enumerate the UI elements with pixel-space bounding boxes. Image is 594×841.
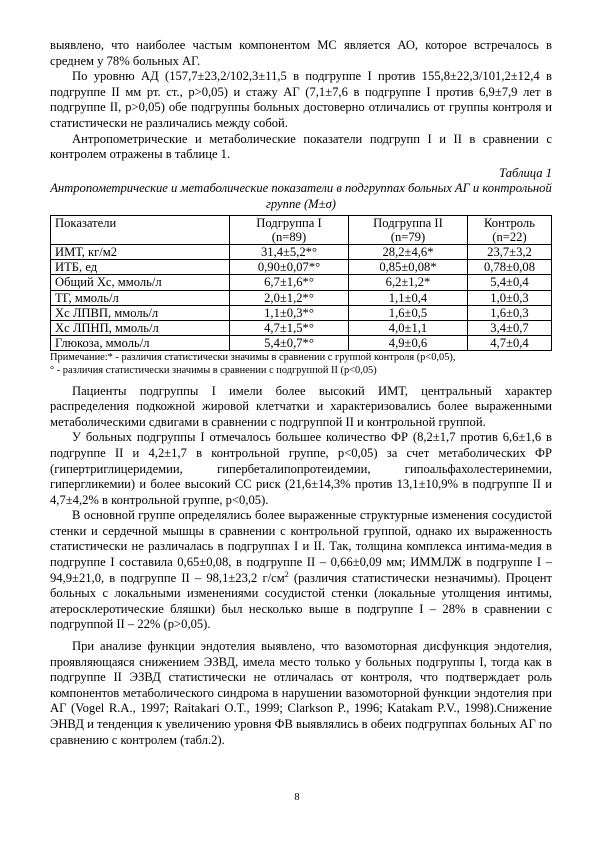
table-row <box>51 290 552 305</box>
header-cell: Подгруппа II (n=79) <box>349 215 468 244</box>
header-cell: Подгруппа I (n=89) <box>230 215 349 244</box>
table-cell: Глюкоза, ммоль/л <box>51 336 230 351</box>
table-row <box>51 320 552 335</box>
table-cell: 6,2±1,2* <box>349 275 468 290</box>
table-row <box>51 275 552 290</box>
table-row <box>51 305 552 320</box>
table-cell: 1,6±0,3 <box>468 305 552 320</box>
table-cell: Хс ЛПВП, ммоль/л <box>51 305 230 320</box>
paragraph-2: По уровню АД (157,7±23,2/102,3±11,5 в подгруппе I против 155,8±22,3/101,2±12,4 в подгруппе II мм рт. ст., p>0,05) и стажу АГ (7,1±7,6 в подгруппе I против 6,9±7,9 лет в подгруппе II, p>0,05) обе подгруппы больных достоверно отличались от группы контроля и статистически не различались между собой. <box>50 69 552 130</box>
table-row <box>51 336 552 351</box>
table-row <box>51 244 552 259</box>
table-cell: 1,0±0,3 <box>468 290 552 305</box>
table-cell: 5,4±0,7*° <box>230 336 349 351</box>
table-cell: Хс ЛПНП, ммоль/л <box>51 320 230 335</box>
header-cell: Контроль (n=22) <box>468 215 552 244</box>
page-content <box>50 38 552 748</box>
paragraph-6 <box>50 508 552 633</box>
table-cell: 31,4±5,2*° <box>230 244 349 259</box>
table-cell: Общий Хс, ммоль/л <box>51 275 230 290</box>
table-cell: 1,1±0,3*° <box>230 305 349 320</box>
table-cell: 2,0±1,2*° <box>230 290 349 305</box>
paragraph-6-part-2: (различия статистически незначимы). Процент больных с локальными изменениями сосудистой стенки (локальные утолщения интимы, атеросклеротические бляшки) был несколько выше в подгруппе I – 28% в сравнении с подгруппой II – 22% (p>0,05). <box>50 570 553 632</box>
superscript: 2 <box>284 569 289 579</box>
header-cell: Показатели <box>51 215 230 244</box>
table-caption: Антропометрические и метаболические показатели в подгруппах больных АГ и контрольной группе (M±σ) <box>50 181 552 211</box>
table-cell: 5,4±0,4 <box>468 275 552 290</box>
table-cell: 1,6±0,5 <box>349 305 468 320</box>
table-note-line: ° - различия статистически значимы в сравнении с подгруппой II (p<0,05) <box>50 364 377 376</box>
table-cell: 4,9±0,6 <box>349 336 468 351</box>
paragraph-5: У больных подгруппы I отмечалось большее количество ФР (8,2±1,7 против 6,6±1,6 в подгруппе II и 4,2±1,7 в контрольной группе, p<0,05) за счет метаболических ФР (гипертриглицеридемии, гипербеталипопротеидемии, гипоальфахолестеринемии, гипергликемии) и более высокий СС риск (21,6±14,3% против 13,1±10,9% в подгруппе II и 4,7±4,2% в контрольной группе, p<0,05). <box>50 430 552 507</box>
table-cell: ТГ, ммоль/л <box>51 290 230 305</box>
table-row <box>51 260 552 275</box>
paragraph-3: Антропометрические и метаболические показатели подгрупп I и II в сравнении с контролем отражены в таблице 1. <box>50 131 552 162</box>
paragraph-1: выявлено, что наиболее частым компонентом МС является АО, которое встречалось в среднем у 78% больных АГ. <box>50 38 552 68</box>
table-cell: 4,7±0,4 <box>468 336 552 351</box>
data-table <box>50 215 552 352</box>
table-cell: 0,78±0,08 <box>468 260 552 275</box>
table-cell: 3,4±0,7 <box>468 320 552 335</box>
table-cell: 4,7±1,5*° <box>230 320 349 335</box>
table-cell: 0,90±0,07*° <box>230 260 349 275</box>
table-cell: ИТБ, ед <box>51 260 230 275</box>
paragraph-7: При анализе функции эндотелия выявлено, что вазомоторная дисфункция эндотелия, проявляющаяся снижением ЭЗВД, имела место только у больных подгруппы I, тогда как в подгруппе II ЭЗВД статистически не отличалась от контроля, что подтверждает роль компонентов метаболического синдрома в нарушении вазомоторной функции эндотелия при АГ (Vogel R.A., 1997; Raitakari O.T., 1999; Clarkson P., 1996; Katakam P.V., 1998).Снижение ЭНВД и тенденция к увеличению уровня ФВ выявлялись в обеих подгруппах больных АГ по сравнению с контролем (табл.2). <box>50 639 552 747</box>
table-note <box>50 352 552 377</box>
paragraph-6-part-1: В основной группе определялись более выраженные структурные изменения сосудистой стенки и сердечной мышцы в сравнении с контрольной группой, однако их выраженность статистически не различалась в подгруппах I и II. Так, толщина комплекса интима-медия в подгруппе I составила 0,65±0,08, в подгруппе II – 0,66±0,09 мм; ИММЛЖ в подгруппе I – 94,9±21,0, в подгруппе II – 98,1±23,2 г/см <box>50 508 552 585</box>
table-cell: 28,2±4,6* <box>349 244 468 259</box>
table-cell: 23,7±3,2 <box>468 244 552 259</box>
page-number: 8 <box>294 792 300 803</box>
table-header-row <box>51 215 552 244</box>
table-number: Таблица 1 <box>499 165 552 180</box>
table-cell: 0,85±0,08* <box>349 260 468 275</box>
table-cell: 1,1±0,4 <box>349 290 468 305</box>
table-cell: ИМТ, кг/м2 <box>51 244 230 259</box>
paragraph-4: Пациенты подгруппы I имели более высокий ИМТ, центральный характер распределения подкожной жировой клетчатки и характеризовались более выраженными метаболическими сдвигами в сравнении с подгруппой II и контрольной группой. <box>50 383 552 429</box>
table-note-line: Примечание:* - различия статистически значимы в сравнении с группой контроля (p<0,05), <box>50 352 456 364</box>
table-cell: 4,0±1,1 <box>349 320 468 335</box>
table-cell: 6,7±1,6*° <box>230 275 349 290</box>
